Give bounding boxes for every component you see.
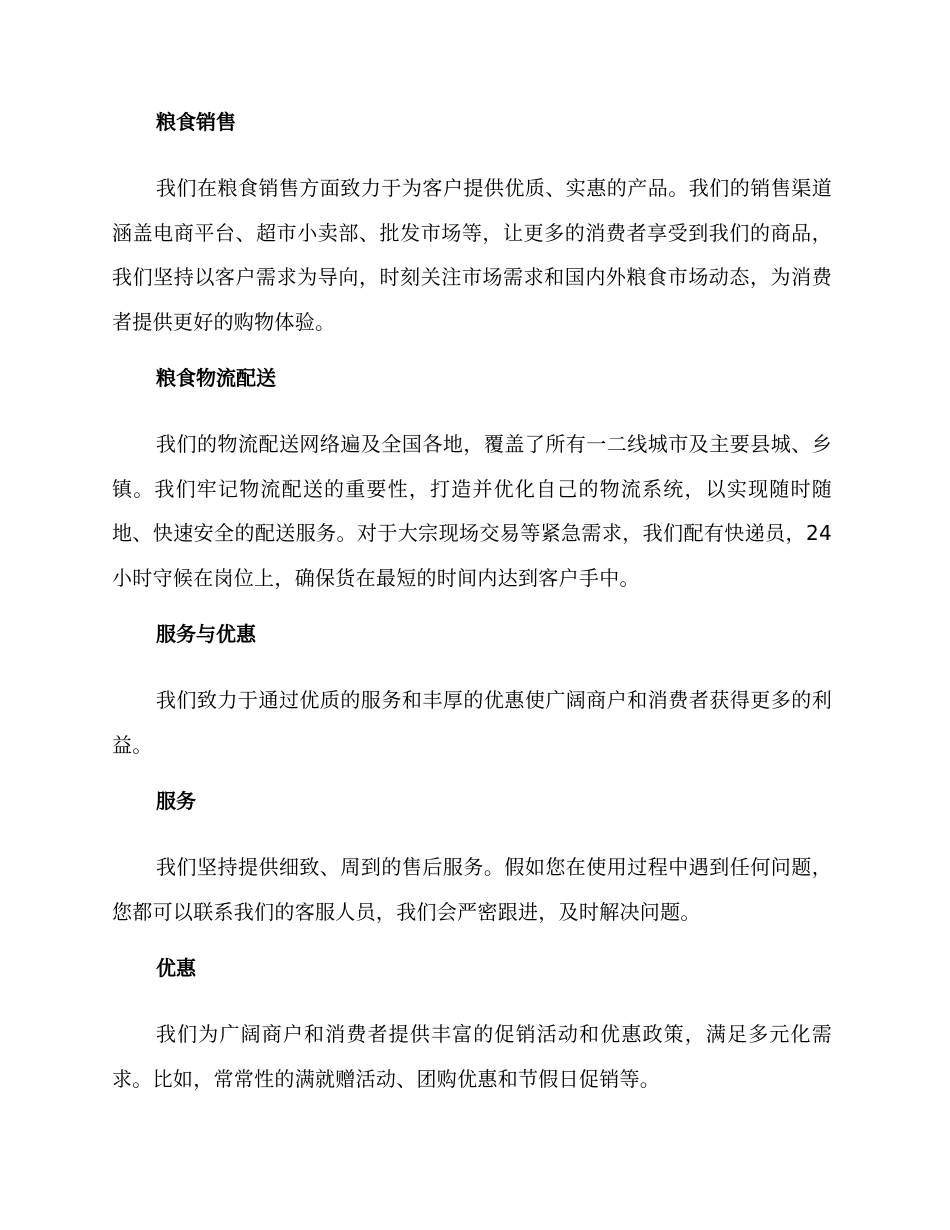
section-paragraph: 我们为广阔商户和消费者提供丰富的促销活动和优惠政策，满足多元化需求。比如，常常性的满就赠活动、团购优惠和节假日促销等。 xyxy=(112,1022,832,1091)
section-paragraph: 我们致力于通过优质的服务和丰厚的优惠使广阔商户和消费者获得更多的利益。 xyxy=(112,688,832,757)
section-grain-logistics xyxy=(112,364,832,600)
document-page xyxy=(112,108,832,1121)
section-paragraph: 我们的物流配送网络遍及全国各地，覆盖了所有一二线城市及主要县城、乡镇。我们牢记物流配送的重要性，打造并优化自己的物流系统，以实现随时随地、快速安全的配送服务。对于大宗现场交易等紧急需求，我们配有快递员，24小时守候在岗位上，确保货在最短的时间内达到客户手中。 xyxy=(112,432,832,590)
section-offers xyxy=(112,954,832,1101)
section-service-and-offers xyxy=(112,620,832,767)
section-grain-sales xyxy=(112,108,832,344)
section-paragraph: 我们在粮食销售方面致力于为客户提供优质、实惠的产品。我们的销售渠道涵盖电商平台、超市小卖部、批发市场等，让更多的消费者享受到我们的商品，我们坚持以客户需求为导向，时刻关注市场需求和国内外粮食市场动态，为消费者提供更好的购物体验。 xyxy=(112,176,832,334)
section-paragraph: 我们坚持提供细致、周到的售后服务。假如您在使用过程中遇到任何问题，您都可以联系我们的客服人员，我们会严密跟进，及时解决问题。 xyxy=(112,855,832,924)
section-heading: 服务与优惠 xyxy=(156,622,256,646)
section-heading: 服务 xyxy=(156,789,196,813)
section-service xyxy=(112,787,832,934)
section-heading: 粮食销售 xyxy=(156,110,236,134)
section-heading: 粮食物流配送 xyxy=(156,366,276,390)
section-heading: 优惠 xyxy=(156,956,196,980)
